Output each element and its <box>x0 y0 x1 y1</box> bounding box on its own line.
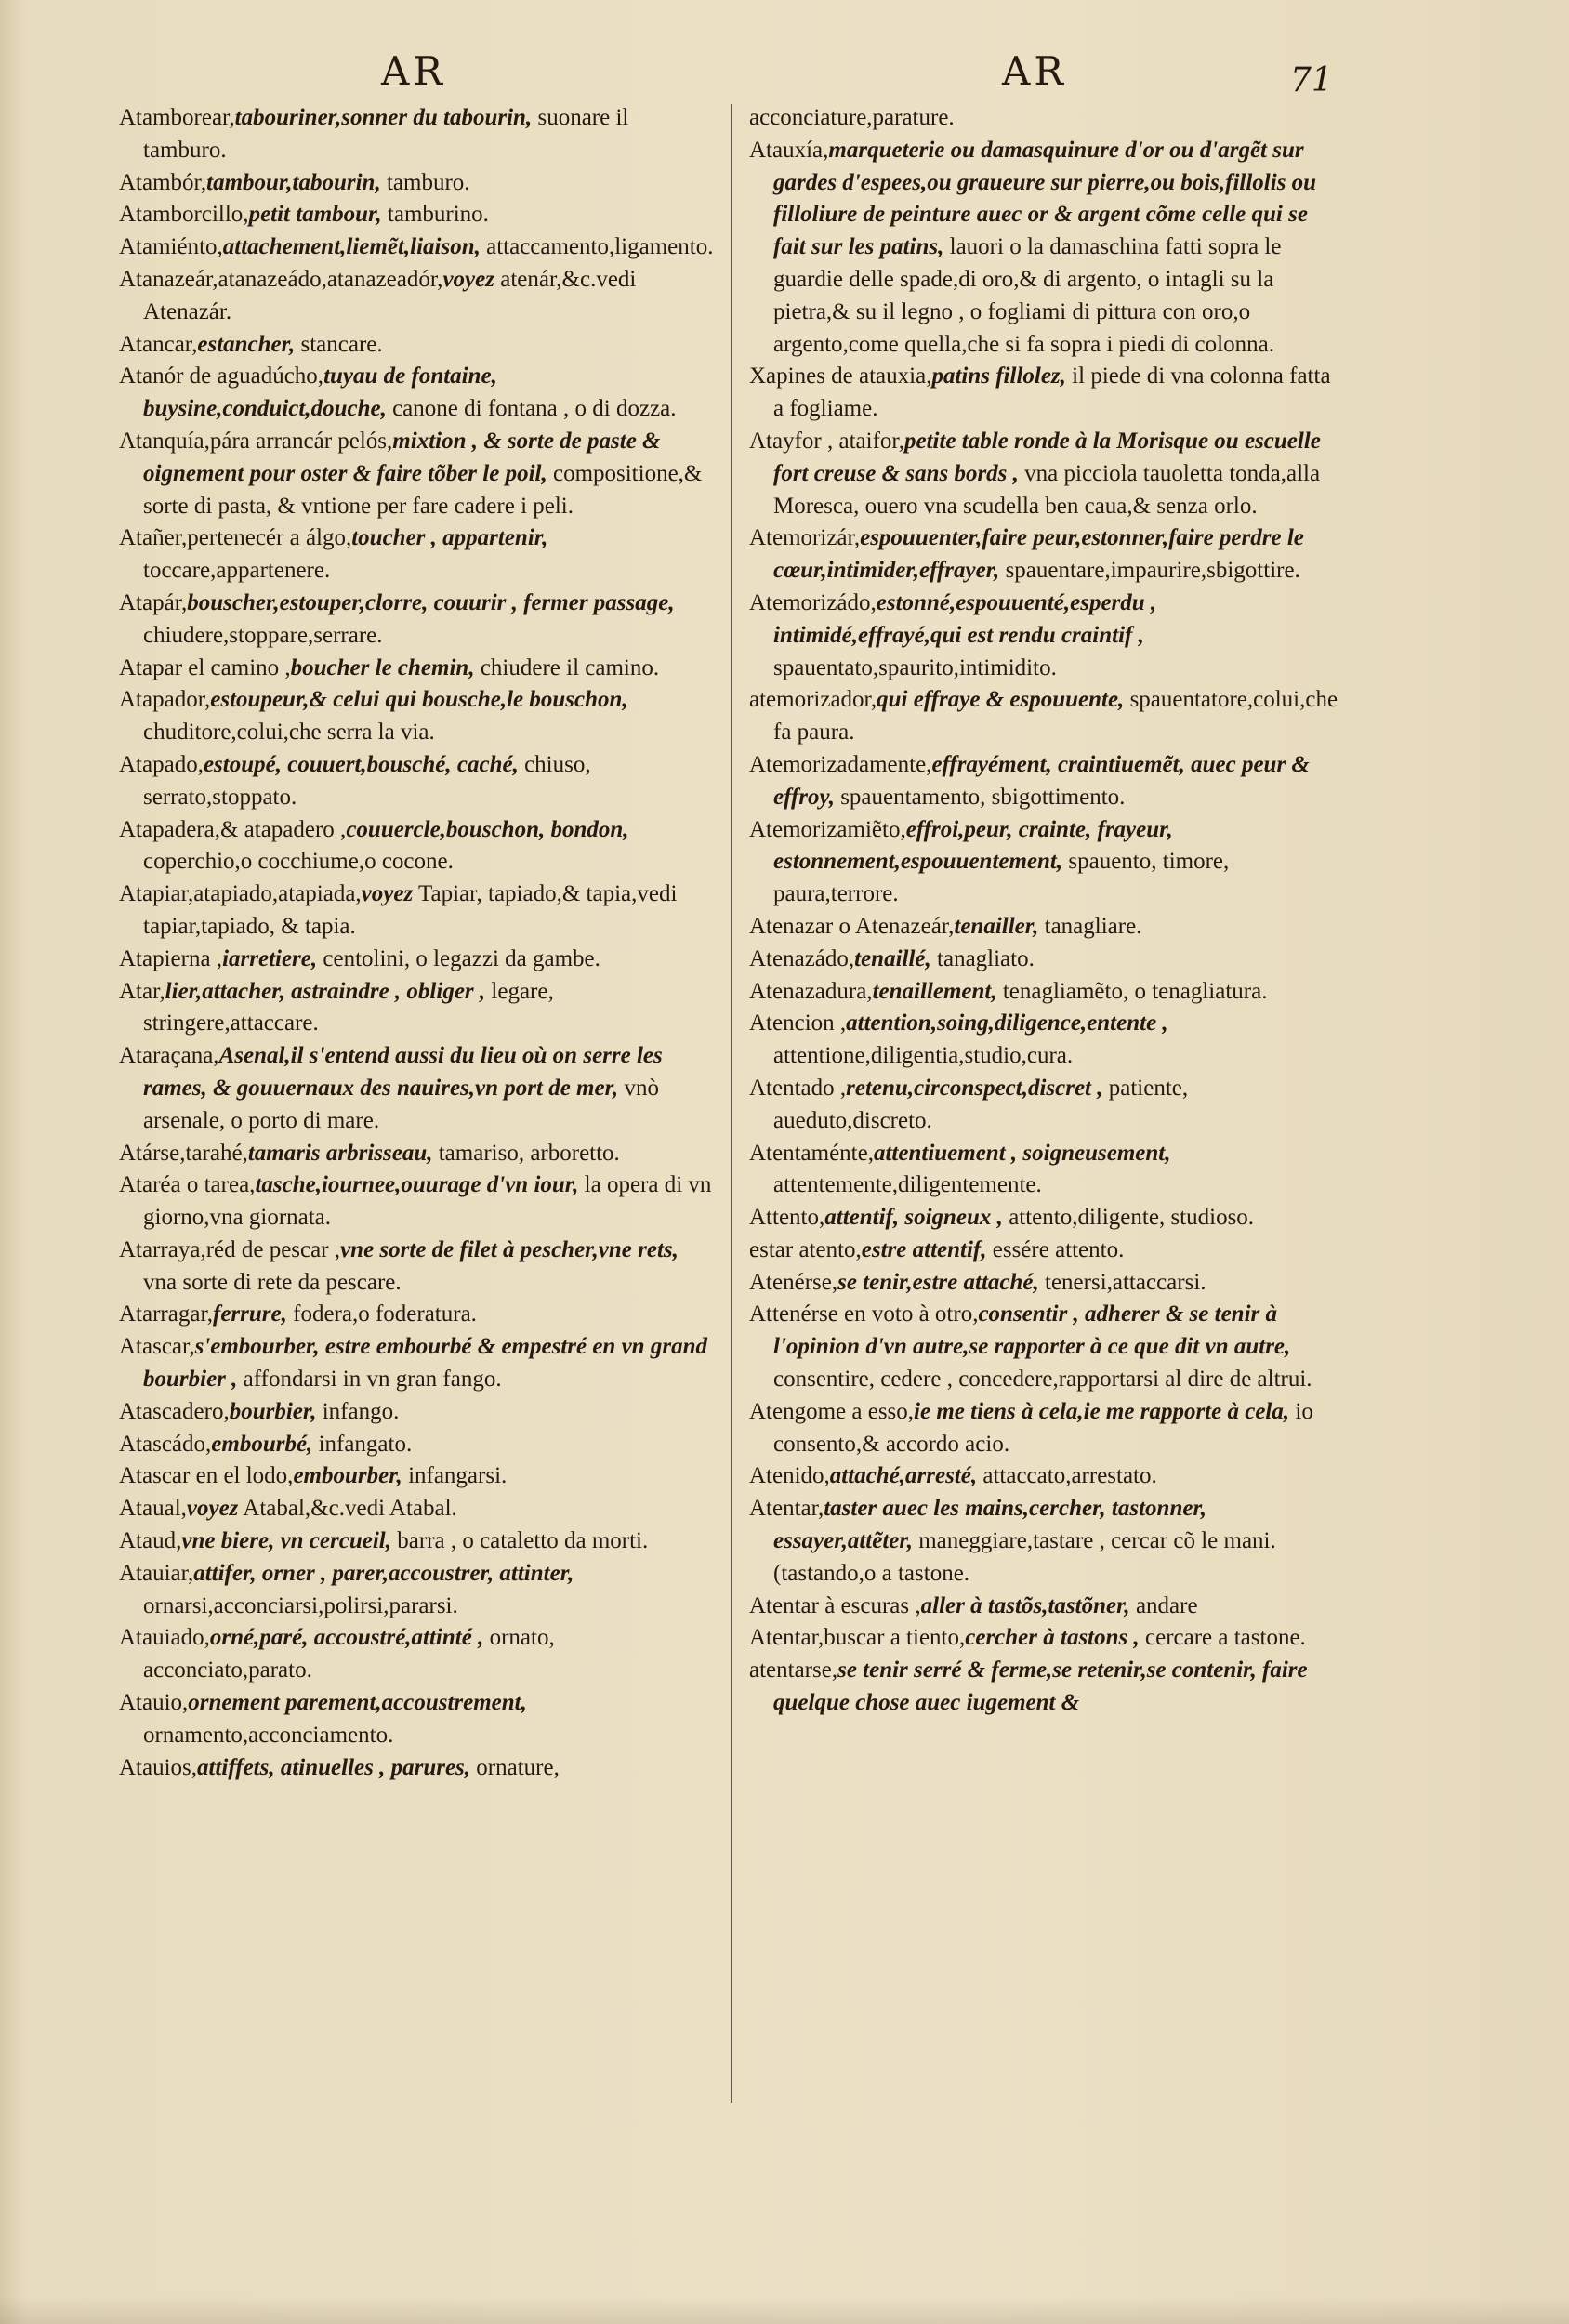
italian-gloss: legare, stringere,attaccare. <box>143 978 554 1037</box>
dictionary-entry <box>749 1267 1344 1300</box>
french-gloss: s'embourber, estre embourbé & empestré en vn grand bourbier , <box>143 1334 707 1393</box>
headword: atentarse, <box>749 1657 838 1684</box>
headword: Atentaménte, <box>749 1140 874 1166</box>
italian-gloss: ornarsi,acconciarsi,polirsi,pararsi. <box>143 1592 458 1618</box>
dictionary-entry <box>119 361 714 426</box>
headword: Atambór, <box>119 169 207 195</box>
dictionary-entry <box>119 1687 714 1752</box>
dictionary-entry <box>119 167 714 200</box>
french-gloss: attaché,arresté, <box>829 1463 978 1489</box>
italian-gloss: tamariso, arboretto. <box>438 1140 620 1166</box>
headword: Atamborcillo, <box>119 202 249 228</box>
italian-gloss: attaccamento,ligamento. <box>486 234 714 260</box>
french-gloss: attifer, orner , parer,accoustrer, attinter, <box>193 1560 574 1586</box>
headword: Atapado, <box>119 751 204 777</box>
headword: Ataual, <box>119 1496 187 1522</box>
headword: Atentado , <box>749 1075 847 1101</box>
french-gloss: ferrure, <box>213 1301 287 1327</box>
dictionary-entry <box>749 1655 1344 1720</box>
dictionary-entry <box>749 1622 1344 1655</box>
french-gloss: tabouriner,sonner du tabourin, <box>234 105 533 130</box>
headword: Atascadero, <box>119 1398 230 1424</box>
french-gloss: toucher , appartenir, <box>351 525 548 551</box>
headword: Atauiado, <box>119 1625 210 1651</box>
french-gloss: attention,soing,diligence,entente , <box>846 1010 1168 1037</box>
french-gloss: vne sorte de filet à pescher,vne rets, <box>340 1236 679 1262</box>
italian-gloss: infangarsi. <box>408 1463 508 1489</box>
italian-gloss: chiudere,stoppare,serrare. <box>143 622 383 648</box>
italian-gloss: vnò arsenale, o porto di mare. <box>143 1075 659 1133</box>
dictionary-entry <box>749 814 1344 911</box>
headword: atemorizador, <box>749 687 877 713</box>
french-gloss: estancher, <box>197 331 296 357</box>
italian-gloss: centolini, o legazzi da gambe. <box>323 945 600 971</box>
italian-gloss: atenár,&c.vedi Atenazár. <box>143 266 637 324</box>
headword: Atemorizádo, <box>749 589 877 615</box>
italian-gloss: Tapiar, tapiado,& tapia,vedi tapiar,tapiado, & tapia. <box>143 881 678 939</box>
italian-gloss: spauentare,impaurire,sbigottire. <box>1005 558 1300 584</box>
dictionary-entry <box>749 1202 1344 1235</box>
italian-gloss: maneggiare,tastare , cercar cõ le mani. (tastando,o a tastone. <box>773 1528 1276 1586</box>
column-divider <box>731 104 732 2103</box>
french-gloss: taster auec les mains,cercher, tastonner, essayer,attẽter, <box>773 1496 1207 1554</box>
dictionary-entry <box>119 878 714 944</box>
dictionary-entry <box>749 522 1344 588</box>
headword: Atapador, <box>119 687 211 713</box>
headword: Atascar, <box>119 1334 195 1360</box>
french-gloss: ie me tiens à cela,ie me rapporte à cela, <box>914 1398 1290 1424</box>
french-gloss: attiffets, atinuelles , parures, <box>197 1754 471 1780</box>
dictionary-entry <box>119 1138 714 1170</box>
french-gloss: couuercle,bouschon, bondon, <box>346 816 629 842</box>
french-gloss: espouuenter,faire peur,estonner,faire perdre le cœur,intimider,effrayer, <box>773 525 1304 584</box>
page-number: 71 <box>1290 61 1333 99</box>
french-gloss: orné,paré, accoustré,attinté , <box>209 1625 484 1651</box>
headword: Atenazadura, <box>749 978 873 1004</box>
italian-gloss: affondarsi in vn gran fango. <box>243 1367 502 1393</box>
headword: Atenérse, <box>749 1269 838 1295</box>
left-column <box>119 102 714 1784</box>
french-gloss: boucher le chemin, <box>290 654 475 680</box>
french-gloss: effroi,peur, crainte, frayeur, estonnement,espouuentement, <box>773 816 1173 875</box>
dictionary-entry <box>749 1299 1344 1395</box>
italian-gloss: andare <box>1135 1592 1198 1618</box>
headword: Atascádo, <box>119 1431 212 1457</box>
dictionary-entry <box>749 1073 1344 1138</box>
dictionary-entry <box>119 426 714 522</box>
dictionary-entry <box>119 976 714 1041</box>
french-gloss: petite table ronde à la Morisque ou escuelle fort creuse & sans bords , <box>773 428 1321 486</box>
dictionary-entry <box>119 1169 714 1235</box>
dictionary-entry <box>749 944 1344 976</box>
headword: Atentar, <box>749 1496 824 1522</box>
headword: Atancar, <box>119 331 198 357</box>
italian-gloss: spauento, timore, paura,terrore. <box>773 849 1230 907</box>
french-gloss: se tenir,estre attaché, <box>837 1269 1039 1295</box>
headword: Atanór de aguadúcho, <box>119 363 324 390</box>
french-gloss: ornement parement,accoustrement, <box>188 1690 527 1716</box>
dictionary-entry <box>749 102 1344 135</box>
dictionary-entry <box>119 522 714 588</box>
dictionary-entry <box>119 231 714 264</box>
dictionary-entry <box>749 911 1344 944</box>
french-gloss: mixtion , & sorte de paste & oignement pour oster & faire tõber le poil, <box>143 428 661 486</box>
italian-gloss: ornature, <box>476 1754 560 1780</box>
french-gloss: aller à tastõs,tastõner, <box>920 1592 1130 1618</box>
dictionary-entry <box>119 199 714 231</box>
headword: Atanazeár,atanazeádo,atanazeadór, <box>119 266 443 292</box>
french-gloss: petit tambour, <box>248 202 382 228</box>
italian-gloss: ornamento,acconciamento. <box>143 1722 394 1748</box>
dictionary-entry <box>749 1591 1344 1623</box>
dictionary-entry <box>119 1558 714 1623</box>
french-gloss: tuyau de fontaine, buysine,conduict,douche, <box>143 363 497 422</box>
italian-gloss: spauentamento, sbigottimento. <box>840 784 1126 810</box>
french-gloss: qui effraye & espouuente, <box>877 687 1125 713</box>
italian-gloss: spauentato,spaurito,intimidito. <box>773 654 1057 680</box>
dictionary-entry <box>119 1622 714 1687</box>
italian-gloss: consentire, cedere , concedere,rapportarsi al dire de altrui. <box>773 1367 1312 1393</box>
dictionary-entry <box>749 1493 1344 1590</box>
headword: Atentar,buscar a tiento, <box>749 1625 966 1651</box>
headword: Atemorizadamente, <box>749 751 932 777</box>
headword: Atárse,tarahé, <box>119 1140 248 1166</box>
italian-gloss: attentemente,diligentemente. <box>773 1172 1042 1198</box>
headword: Atanquía,pára arrancár pelós, <box>119 428 393 454</box>
italian-gloss: spauentatore,colui,che fa paura. <box>773 687 1338 746</box>
italian-gloss: infangato. <box>318 1431 413 1457</box>
headword: Ataraçana, <box>119 1043 219 1069</box>
headword: Ataréa o tarea, <box>119 1172 256 1198</box>
italian-gloss: tamburo. <box>386 169 470 195</box>
italian-gloss: fodera,o foderatura. <box>293 1301 477 1327</box>
headword: Atapadera,& atapadero , <box>119 816 347 842</box>
headword: Atayfor , ataifor, <box>749 428 904 454</box>
dictionary-entry <box>119 1299 714 1331</box>
italian-gloss: tanagliare. <box>1044 913 1142 939</box>
italian-gloss: ornato, acconciato,parato. <box>143 1625 555 1684</box>
italian-gloss: cercare a tastone. <box>1145 1625 1306 1651</box>
headword: Atapierna , <box>119 945 223 971</box>
dictionary-entry <box>119 1396 714 1429</box>
french-gloss: embourber, <box>293 1463 402 1489</box>
italian-gloss: compositione,& sorte di pasta, & vntione per fare cadere i peli. <box>143 460 703 519</box>
italian-gloss: essére attento. <box>992 1236 1125 1262</box>
page-edge-shadow <box>0 2296 1569 2324</box>
running-head-right: AR <box>1002 48 1067 94</box>
italian-gloss: attaccato,arrestato. <box>982 1463 1157 1489</box>
french-gloss: tamaris arbrisseau, <box>247 1140 433 1166</box>
italian-gloss: la opera di vn giorno,vna giornata. <box>143 1172 712 1231</box>
headword: Xapines de atauxia, <box>749 363 932 390</box>
italian-gloss: vna sorte di rete da pescare. <box>143 1269 402 1295</box>
dictionary-entry <box>119 1235 714 1300</box>
italian-gloss: io consento,& accordo acio. <box>773 1398 1313 1457</box>
italian-gloss: lauori o la damaschina fatti sopra le guardie delle spade,di oro,& di argento, o intagli su la pietra,& su il legno , o fogliami di pittura con oro,o argento,come quella,che si fa sopra i piedi di colonna. <box>773 234 1282 357</box>
dictionary-entry <box>749 361 1344 426</box>
headword: Atenazádo, <box>749 945 855 971</box>
dictionary-entry <box>119 329 714 362</box>
french-gloss: attentiuement , soigneusement, <box>873 1140 1171 1166</box>
dictionary-entry <box>119 684 714 749</box>
italian-gloss: chuditore,colui,che serra la via. <box>143 720 435 746</box>
french-gloss: estoupé, couuert,bousché, caché, <box>203 751 519 777</box>
french-gloss: voyez <box>186 1496 239 1522</box>
headword: Atauio, <box>119 1690 189 1716</box>
dictionary-entry <box>119 102 714 167</box>
dictionary-entry <box>119 264 714 329</box>
headword: Atentar à escuras , <box>749 1592 921 1618</box>
headword: Atenido, <box>749 1463 830 1489</box>
french-gloss: tasche,iournee,ouurage d'vn iour, <box>255 1172 579 1198</box>
french-gloss: lier,attacher, astraindre , obliger , <box>165 978 486 1004</box>
dictionary-entry <box>749 1235 1344 1267</box>
headword: Atarraya,réd de pescar , <box>119 1236 341 1262</box>
dictionary-entry <box>119 749 714 814</box>
headword: Atamiénto, <box>119 234 223 260</box>
dictionary-entry <box>749 749 1344 814</box>
headword: Ataud, <box>119 1528 182 1554</box>
dictionary-entry <box>749 976 1344 1009</box>
headword: Atauios, <box>119 1754 198 1780</box>
dictionary-entry <box>749 426 1344 522</box>
italian-gloss: Atabal,&c.vedi Atabal. <box>243 1496 457 1522</box>
headword: Atapár, <box>119 589 188 615</box>
dictionary-entry <box>749 1008 1344 1073</box>
dictionary-entry <box>119 1040 714 1137</box>
dictionary-entry <box>119 1752 714 1785</box>
dictionary-entry <box>119 944 714 976</box>
french-gloss: estre attentif, <box>861 1236 987 1262</box>
french-gloss: voyez <box>361 881 414 907</box>
french-gloss: tenailler, <box>954 913 1039 939</box>
dictionary-entry <box>749 684 1344 749</box>
running-head-left: AR <box>381 48 446 94</box>
italian-gloss: tamburino. <box>387 202 489 228</box>
french-gloss: patins fillolez, <box>931 363 1066 390</box>
italian-gloss: patiente, aueduto,discreto. <box>773 1075 1189 1133</box>
headword: Attento, <box>749 1205 825 1231</box>
dictionary-entry <box>749 1396 1344 1461</box>
italian-gloss: toccare,appartenere. <box>143 558 331 584</box>
french-gloss: iarretiere, <box>222 945 318 971</box>
french-gloss: attentif, soigneux , <box>824 1205 1003 1231</box>
italian-gloss: stancare. <box>300 331 383 357</box>
french-gloss: tambour,tabourin, <box>206 169 381 195</box>
french-gloss: effrayément, craintiuemẽt, auec peur & effroy, <box>773 751 1310 810</box>
italian-gloss: il piede di vna colonna fatta a fogliame. <box>773 363 1331 422</box>
italian-gloss: chiudere il camino. <box>480 654 660 680</box>
french-gloss: estoupeur,& celui qui bousche,le bouschon, <box>210 687 628 713</box>
right-column <box>749 102 1344 1720</box>
french-gloss: voyez <box>442 266 494 292</box>
dictionary-entry <box>119 814 714 879</box>
italian-gloss: attento,diligente, studioso. <box>1009 1205 1255 1231</box>
dictionary-entry <box>119 1525 714 1558</box>
headword: Atar, <box>119 978 165 1004</box>
dictionary-entry <box>749 588 1344 684</box>
italian-gloss: suonare il tamburo. <box>143 105 629 163</box>
french-gloss: marqueterie ou damasquinure d'or ou d'argẽt sur gardes d'espees,ou graueure sur pierre,ou bois,fillolis ou filloliure de peinture auec or & argent cõme celle qui se fait sur les patins, <box>773 137 1317 260</box>
italian-gloss: canone di fontana , o di dozza. <box>392 396 677 422</box>
headword: Atarragar, <box>119 1301 214 1327</box>
italian-gloss: vna picciola tauoletta tonda,alla Moresca, ouero vna scudella ben caua,& senza orlo. <box>773 460 1321 519</box>
headword: Atapar el camino , <box>119 654 291 680</box>
italian-gloss: coperchio,o cocchiume,o cocone. <box>143 849 454 875</box>
dictionary-entry <box>119 588 714 653</box>
dictionary-entry <box>119 1331 714 1396</box>
italian-gloss: tanagliato. <box>937 945 1035 971</box>
dictionary-entry <box>749 1460 1344 1493</box>
dictionary-entry <box>119 653 714 685</box>
dictionary-entry <box>119 1493 714 1525</box>
headword: Atañer,pertenecér a álgo, <box>119 525 352 551</box>
italian-gloss: barra , o cataletto da morti. <box>397 1528 649 1554</box>
headword: Atemorizár, <box>749 525 861 551</box>
headword: Atencion , <box>749 1010 847 1037</box>
french-gloss: retenu,circonspect,discret , <box>846 1075 1103 1101</box>
headword: Atemorizamiẽto, <box>749 816 906 842</box>
french-gloss: consentir , adherer & se tenir à l'opinion d'vn autre,se rapporter à ce que dit vn autre, <box>773 1301 1291 1360</box>
french-gloss: tenaillé, <box>854 945 931 971</box>
headword: Atenazar o Atenazeár, <box>749 913 955 939</box>
headword: Atauxía, <box>749 137 829 163</box>
dictionary-entry <box>749 135 1344 362</box>
italian-gloss: acconciature,parature. <box>749 105 955 130</box>
french-gloss: Asenal,il s'entend aussi du lieu où on serre les rames, & gouuernaux des nauires,vn port de mer, <box>143 1043 663 1101</box>
french-gloss: estonné,espouuenté,esperdu , intimidé,effrayé,qui est rendu craintif , <box>773 589 1157 648</box>
headword: estar atento, <box>749 1236 862 1262</box>
headword: Atascar en el lodo, <box>119 1463 294 1489</box>
italian-gloss: tenagliamẽto, o tenagliatura. <box>1002 978 1268 1004</box>
italian-gloss: infango. <box>322 1398 400 1424</box>
headword: Atauiar, <box>119 1560 194 1586</box>
french-gloss: bourbier, <box>229 1398 317 1424</box>
dictionary-entry <box>119 1460 714 1493</box>
french-gloss: se tenir serré & ferme,se retenir,se contenir, faire quelque chose auec iugement & <box>773 1657 1308 1716</box>
french-gloss: bouscher,estouper,clorre, couurir , fermer passage, <box>187 589 675 615</box>
french-gloss: tenaillement, <box>872 978 997 1004</box>
headword: Atamborear, <box>119 105 235 130</box>
french-gloss: vne biere, vn cercueil, <box>181 1528 391 1554</box>
italian-gloss: chiuso, serrato,stoppato. <box>143 751 591 810</box>
dictionary-entry <box>119 1429 714 1461</box>
french-gloss: cercher à tastons , <box>965 1625 1140 1651</box>
french-gloss: embourbé, <box>211 1431 313 1457</box>
headword: Attenérse en voto à otro, <box>749 1301 979 1327</box>
italian-gloss: tenersi,attaccarsi. <box>1045 1269 1206 1295</box>
french-gloss: attachement,liemẽt,liaison, <box>222 234 481 260</box>
headword: Atengome a esso, <box>749 1398 915 1424</box>
dictionary-entry <box>749 1138 1344 1203</box>
headword: Atapiar,atapiado,atapiada, <box>119 881 362 907</box>
italian-gloss: attentione,diligentia,studio,cura. <box>773 1043 1074 1069</box>
